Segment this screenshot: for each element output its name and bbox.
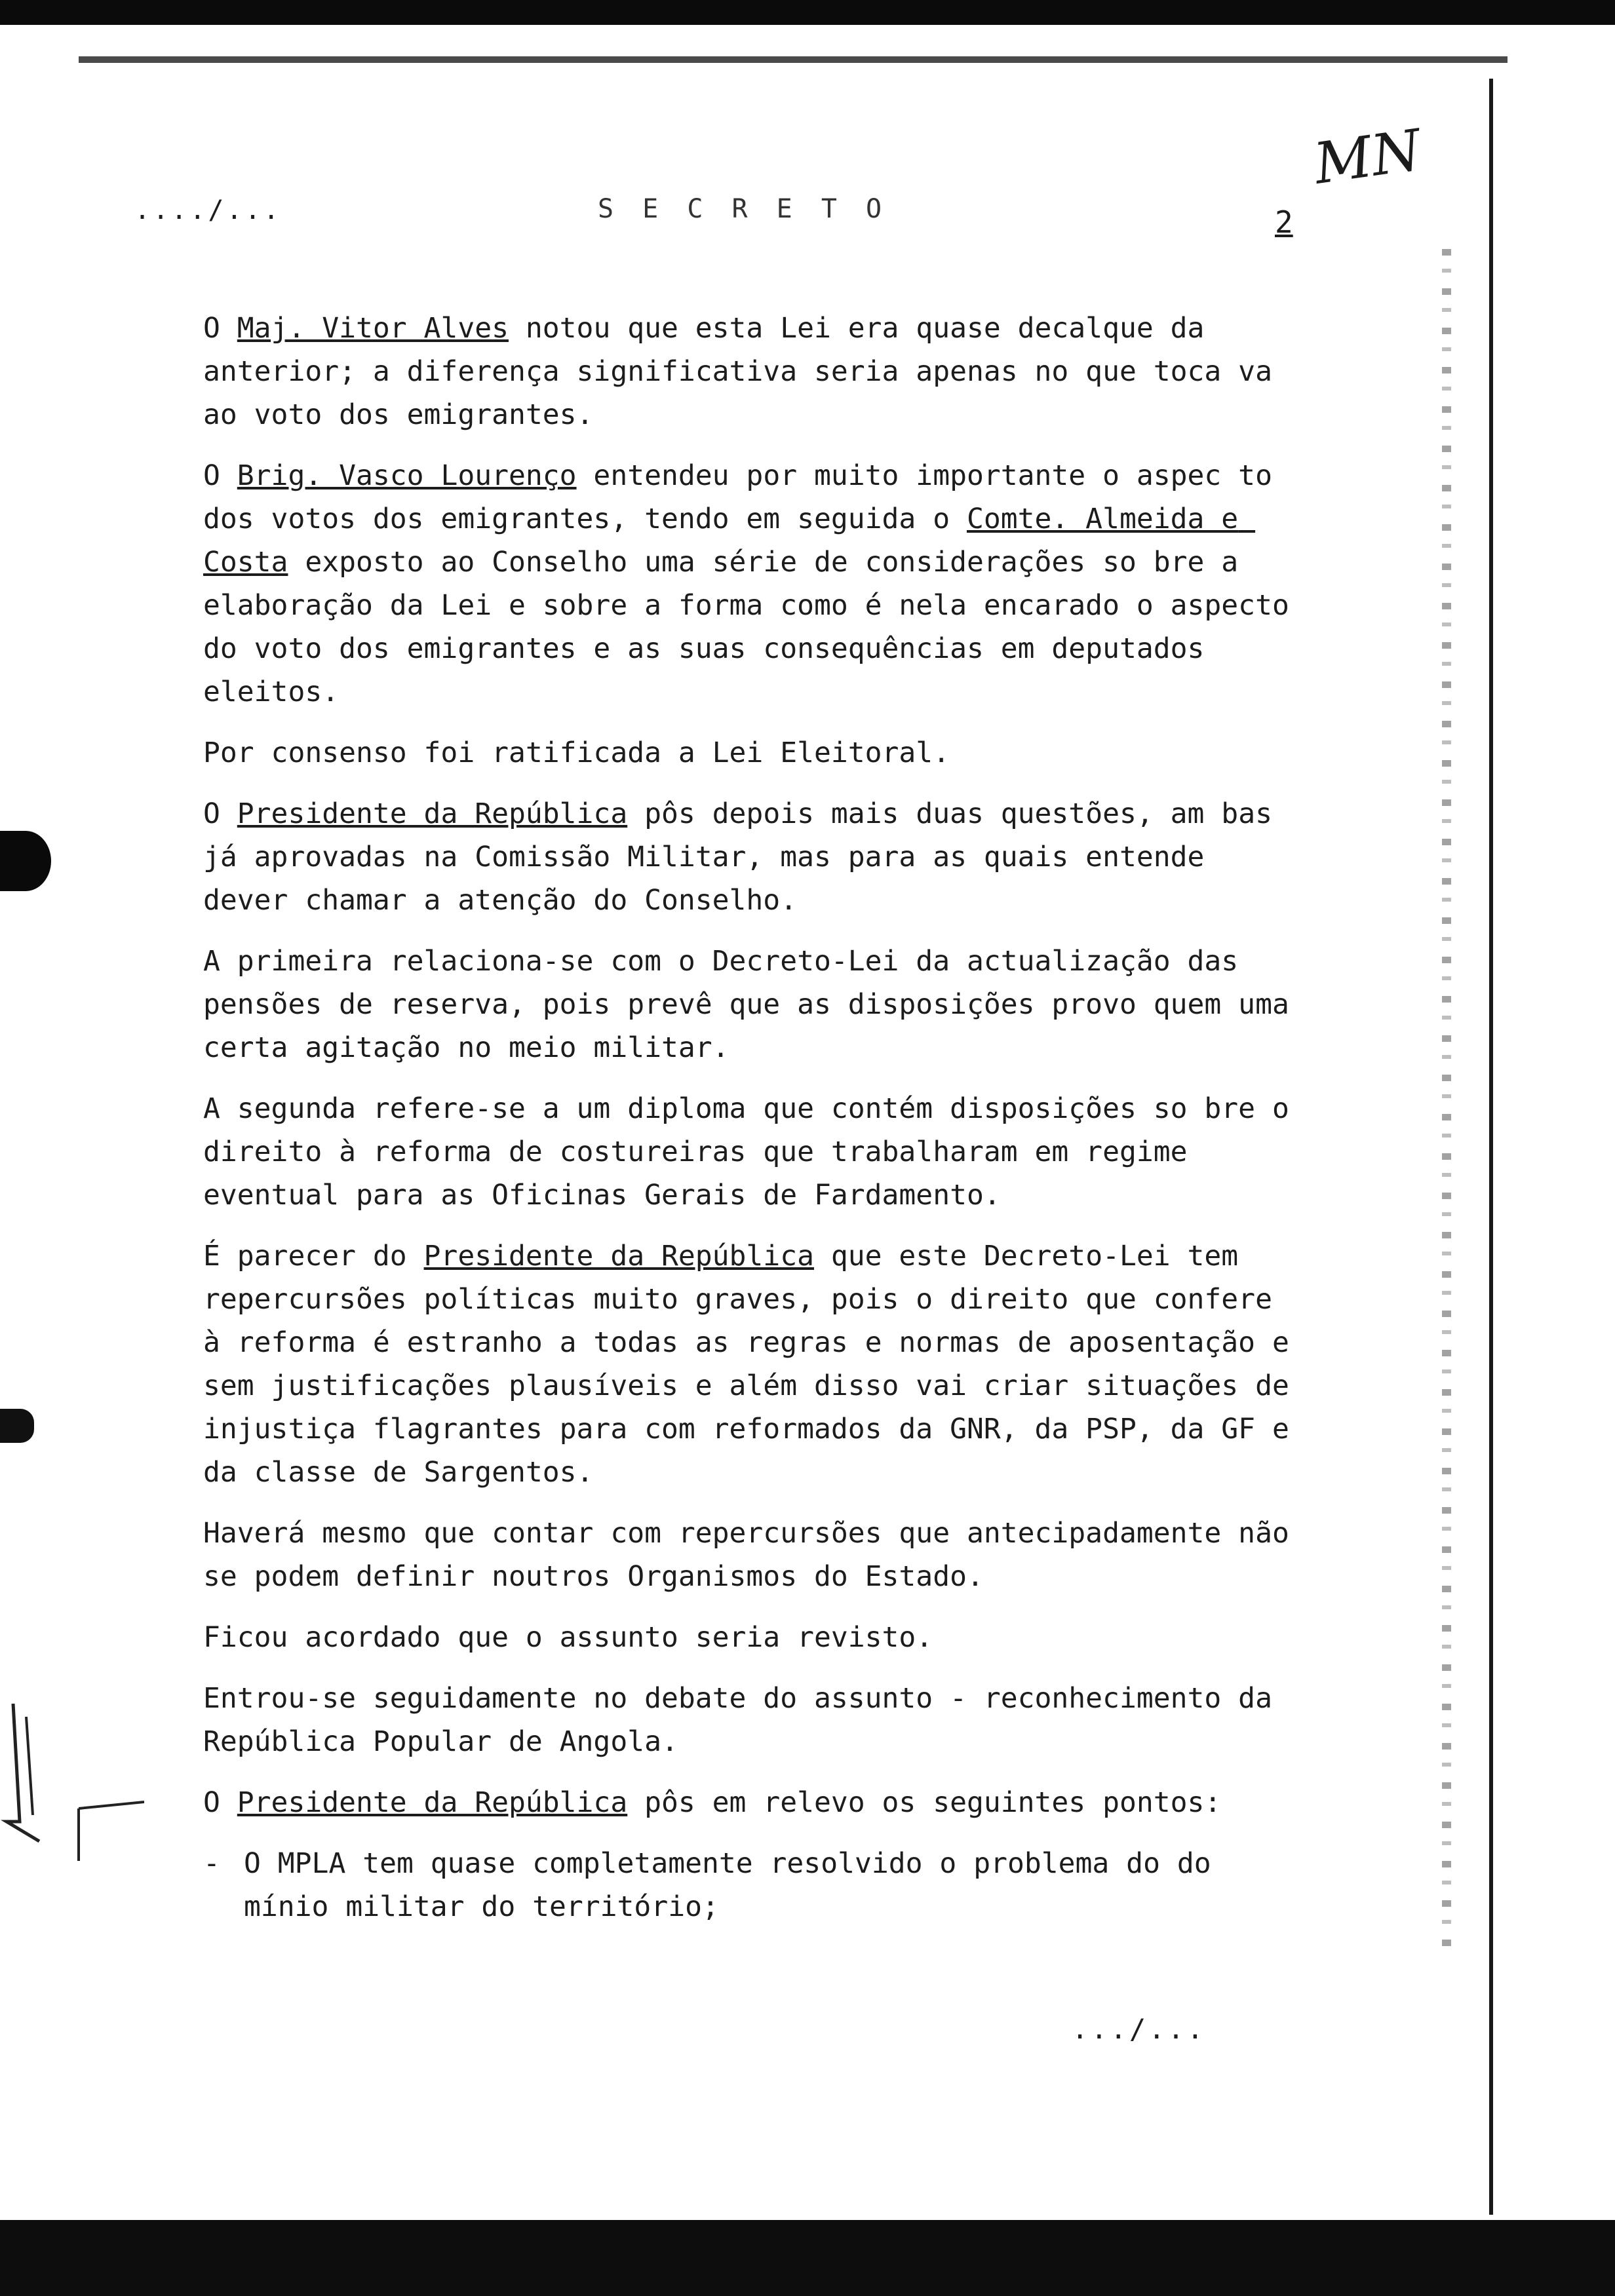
classification-label: S E C R E T O <box>598 194 889 224</box>
paragraph: O Brig. Vasco Lourenço entendeu por muito importante o aspec to dos votos dos emigrantes, tendo em seguida o Comte. Almeida e Costa exposto ao Conselho uma série de considerações so bre a elaboração da Lei e sobre a forma como é nela encarado o aspecto do voto dos emigrantes e as suas consequências em deputados eleitos. <box>203 459 1306 708</box>
scan-bottom-border <box>0 2220 1615 2296</box>
scan-top-rule <box>79 56 1508 63</box>
paragraph: O Presidente da República pôs em relevo os seguintes pontos: <box>203 1786 1222 1819</box>
list-item-text: O MPLA tem quase completamente resolvido o problema do do mínio militar do território; <box>244 1847 1228 1923</box>
paragraph: O Maj. Vitor Alves notou que esta Lei era quase decalque da anterior; a diferença significativa seria apenas no que toca va ao voto dos emigrantes. <box>203 312 1289 431</box>
punch-hole <box>0 831 51 891</box>
header-continuation: ..../... <box>134 195 282 225</box>
paragraph: Haverá mesmo que contar com repercursões que antecipadamente não se podem definir noutros Organismos do Estado. <box>203 1517 1306 1593</box>
paragraph: O Presidente da República pôs depois mais duas questões, am bas já aprovadas na Comissão Militar, mas para as quais entende dever chamar a atenção do Conselho. <box>203 797 1289 917</box>
scan-right-edge <box>1489 79 1493 2215</box>
punch-hole-mark <box>0 1409 34 1443</box>
scan-margin-noise <box>1442 249 1451 1953</box>
page-number: 2 <box>1275 204 1293 240</box>
margin-bracket-mark <box>0 1691 144 1861</box>
paragraph: Entrou-se seguidamente no debate do assunto - reconhecimento da República Popular de Angola. <box>203 1682 1289 1758</box>
list-item <box>203 1842 1291 1928</box>
paragraph: A segunda refere-se a um diploma que contém disposições so bre o direito à reforma de costureiras que trabalharam em regime eventual para as Oficinas Gerais de Fardamento. <box>203 1092 1306 1212</box>
paragraph: Ficou acordado que o assunto seria revisto. <box>203 1621 933 1654</box>
handwritten-initials: MN <box>1310 117 1426 197</box>
paragraph: É parecer do Presidente da República que este Decreto-Lei tem repercursões políticas muito graves, pois o direito que confere à reforma é estranho a todas as regras e normas de aposentação e sem justificações plausíveis e além disso vai criar situações de injustiça flagrantes para com reformados da GNR, da PSP, da GF e da classe de Sargentos. <box>203 1240 1306 1489</box>
footer-continuation: .../... <box>1072 2013 1207 2045</box>
paragraph: A primeira relaciona-se com o Decreto-Lei da actualização das pensões de reserva, pois prevê que as disposições provo quem uma certa agitação no meio militar. <box>203 945 1306 1064</box>
list-bullet: - <box>203 1847 220 1880</box>
document-body <box>203 307 1306 1946</box>
scan-top-border <box>0 0 1615 25</box>
paragraph: Por consenso foi ratificada a Lei Eleitoral. <box>203 737 950 769</box>
